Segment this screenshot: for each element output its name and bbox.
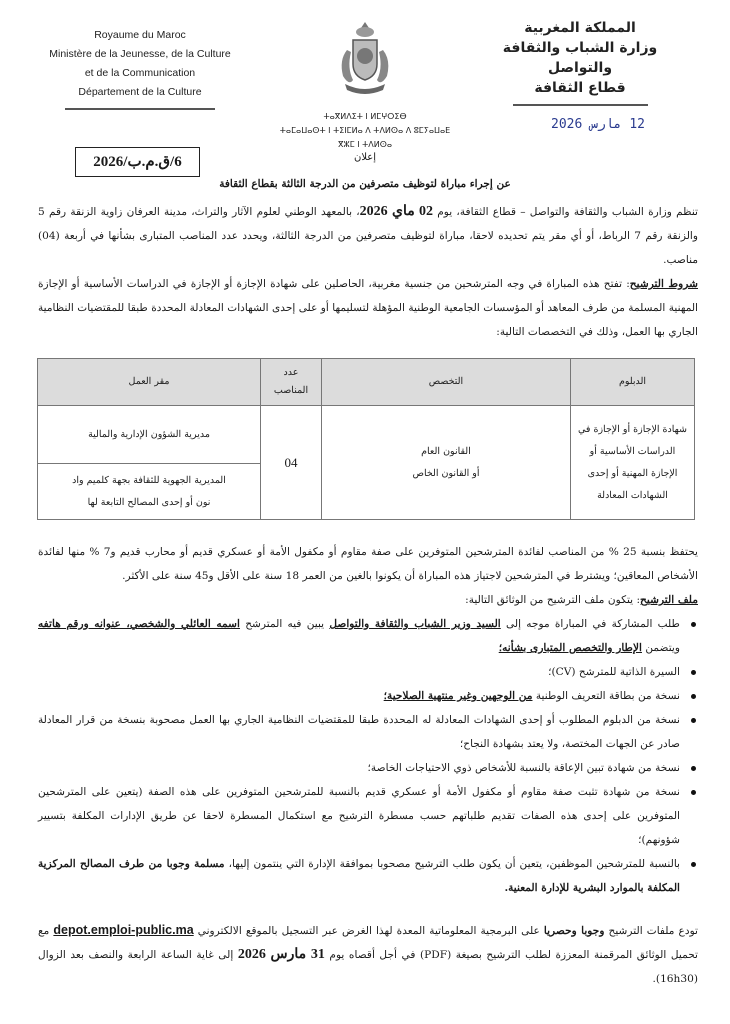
list-item: طلب المشاركة في المباراة موجه إلى السيد وزير الشباب والثقافة والتواصل يبين فيه المترشح اسمه العائلي والشخصي، عنوانه ورقم هاتفه ويتضمن الإطار والتخصص المتبارى بشأنه؛ xyxy=(38,612,680,660)
french-line-communication: et de la Communication xyxy=(84,67,196,79)
intro-text: تنظم وزارة الشباب والثقافة والتواصل – قطاع الثقافة، يوم xyxy=(433,206,699,218)
intro-paragraph xyxy=(38,200,698,344)
arabic-line-kingdom: المملكة المغربية xyxy=(524,20,636,36)
list-item: السيرة الذاتية للمترشح (CV)؛ xyxy=(38,660,680,684)
list-item: نسخة من شهادة تثبت صفة مقاوم أو مكفول الأمة أو عسكري قديم بالنسبة للمترشحين المتوفرين على هذه الصفة (يتعين على المترشحين المتوفرين على إحدى هذه الصفات تقديم طلباتهم حسب مسطرة الترشيح مع استكمال المسطرة لاحقا عن طريق الإدارات المكلفة بتسيير شؤونهم)؛ xyxy=(38,780,680,852)
announcement-title: عن إجراء مباراة لتوظيف متصرفين من الدرجة الثالثة بقطاع الثقافة xyxy=(219,178,511,190)
specialty-public-law: القانون العام xyxy=(421,445,471,457)
tifinagh-line-1: ⵜⴰⴳⵍⴷⵉⵜ ⵏ ⵍⵎⵖⵔⵉⴱ xyxy=(323,112,407,121)
specialty-private-law: أو القانون الخاص xyxy=(412,467,480,479)
submission-website-link[interactable]: depot.emploi-public.ma xyxy=(53,923,194,937)
cell-location-1: مديرية الشؤون الإدارية والمالية xyxy=(38,406,261,464)
french-line-kingdom: Royaume du Maroc xyxy=(94,29,186,41)
french-line-ministry: Ministère de la Jeunesse, de la Culture xyxy=(49,48,231,60)
positions-table xyxy=(37,358,695,520)
royal-emblem-icon xyxy=(325,18,405,98)
cell-location-2: المديرية الجهوية للثقافة بجهة كلميم واد نون أو إحدى المصالح التابعة لها xyxy=(38,464,261,520)
list-item: نسخة من بطاقة التعريف الوطنية من الوجهين وغير منتهية الصلاحية؛ xyxy=(38,684,680,708)
dossier-text: : يتكون ملف الترشيح من الوثائق التالية: xyxy=(465,594,641,606)
submission-paragraph: تودع ملفات الترشيح وجوبا وحصريا على البرمجية المعلوماتية المعدة لهذا الغرض عبر التسجيل بالموقع الالكتروني depot.emploi-public.ma مع تحميل الوثائق المرقمنة المعززة لطلب الترشيح بصيغة (PDF) في أجل أقصاه يوم 31 مارس 2026 إلى غاية الساعة الرابعة والنصف بعد الزوال (16h30). xyxy=(38,923,699,985)
header-diploma: الدبلوم xyxy=(571,359,695,406)
tifinagh-line-3: ⴳⵣⵎ ⵏ ⵜⴷⵍⵙⴰ xyxy=(337,140,393,149)
arabic-line-communication: والتواصل xyxy=(547,60,613,76)
conditions-label: شروط الترشيح xyxy=(629,278,698,290)
tifinagh-line-2: ⵜⴰⵎⴰⵡⴰⵙⵜ ⵏ ⵜⵉⵏⵎⵍⴰ ⴷ ⵜⴷⵍⵙⴰ ⴷ ⵓⵎⵢⴰⵡⴰⴹ xyxy=(279,126,451,135)
french-header xyxy=(40,26,240,110)
intro-text-rest: ، بالمعهد الوطني لعلوم الآثار والتراث، مدينة العرفان زاوية الزنقة رقم 5 والزنقة رقم 7 الرباط، أو أي مقر يتم تحديده لاحقا، مباراة لتوظيف متصرفين من الدرجة الثالثة، ويحدد عدد المناصب المتبارى بشأنها في أربعة (04) مناصب. xyxy=(38,206,698,266)
list-item: نسخة من شهادة تبين الإعاقة بالنسبة للأشخاص ذوي الاحتياجات الخاصة؛ xyxy=(38,756,680,780)
arabic-line-sector: قطاع الثقافة xyxy=(534,80,626,96)
header-specialty: التخصص xyxy=(322,359,571,406)
header-divider xyxy=(513,104,648,106)
header-divider xyxy=(65,108,215,110)
conditions-text: : تفتح هذه المباراة في وجه المترشحين من جنسية مغربية، الحاصلين على شهادة الإجازة أو الإجازة في الدراسات الأساسية أو الإجازة المهنية المسلمة من طرف المعاهد أو المؤسسات الجامعية الوطنية المؤهلة لتسليمها أو على إحدى الشهادات المعادلة المحددة طبقا للمقتضيات النظامية الجاري بها العمل، وذلك في التخصصات التالية: xyxy=(38,278,698,338)
dossier-section xyxy=(38,540,698,900)
cell-specialty xyxy=(322,406,571,520)
deadline-date: 31 مارس 2026 xyxy=(237,947,325,962)
date-stamp: 12 مارس 2026 xyxy=(551,117,645,132)
cell-positions: 04 xyxy=(261,406,322,520)
mandatory-note: وجوبا وحصريا xyxy=(543,925,605,937)
dossier-intro xyxy=(38,588,698,612)
arabic-line-ministry: وزارة الشباب والثقافة xyxy=(502,40,658,56)
list-item: بالنسبة للمترشحين الموظفين، يتعين أن يكون طلب الترشيح مصحوبا بموافقة الإدارة التي ينتمون إليها، مسلمة وجوبا من طرف المصالح المركزية المكلفة بالموارد البشرية للإدارة المعنية. xyxy=(38,852,680,900)
french-line-department: Département de la Culture xyxy=(78,86,202,98)
documents-list xyxy=(38,612,698,900)
exam-date: 02 ماي 2026 xyxy=(359,204,434,219)
reference-number: 6/ق.م.ب/2026 xyxy=(75,147,200,177)
header-positions: عدد المناصب xyxy=(261,359,322,406)
cell-diploma: شهادة الإجازة أو الإجازة في الدراسات الأساسية أو الإجازة المهنية أو إحدى الشهادات المعادلة xyxy=(571,406,695,520)
quota-paragraph: يحتفظ بنسبة 25 % من المناصب لفائدة المترشحين المتوفرين على صفة مقاوم أو مكفول الأمة أو عسكري قديم أو محارب قديم و7 % منها لفائدة الأشخاص المعاقين؛ ويشترط في المترشحين لاجتياز هذه المباراة أن يكونوا بالغين من العمر 18 سنة على الأقل و45 سنة على الأكثر. xyxy=(38,546,698,582)
arabic-header xyxy=(480,18,680,106)
announcement-label: إعلان xyxy=(353,152,377,163)
list-item: نسخة من الدبلوم المطلوب أو إحدى الشهادات المعادلة له المحددة طبقا للمقتضيات النظامية الجاري بها العمل مصحوبة بنسخة من قرار المعادلة صادر عن الجهات المختصة، ولا يعتد بشهادة النجاح؛ xyxy=(38,708,680,756)
tifinagh-header xyxy=(255,110,475,152)
dossier-label: ملف الترشيح xyxy=(640,594,698,606)
header-location: مقر العمل xyxy=(38,359,261,406)
